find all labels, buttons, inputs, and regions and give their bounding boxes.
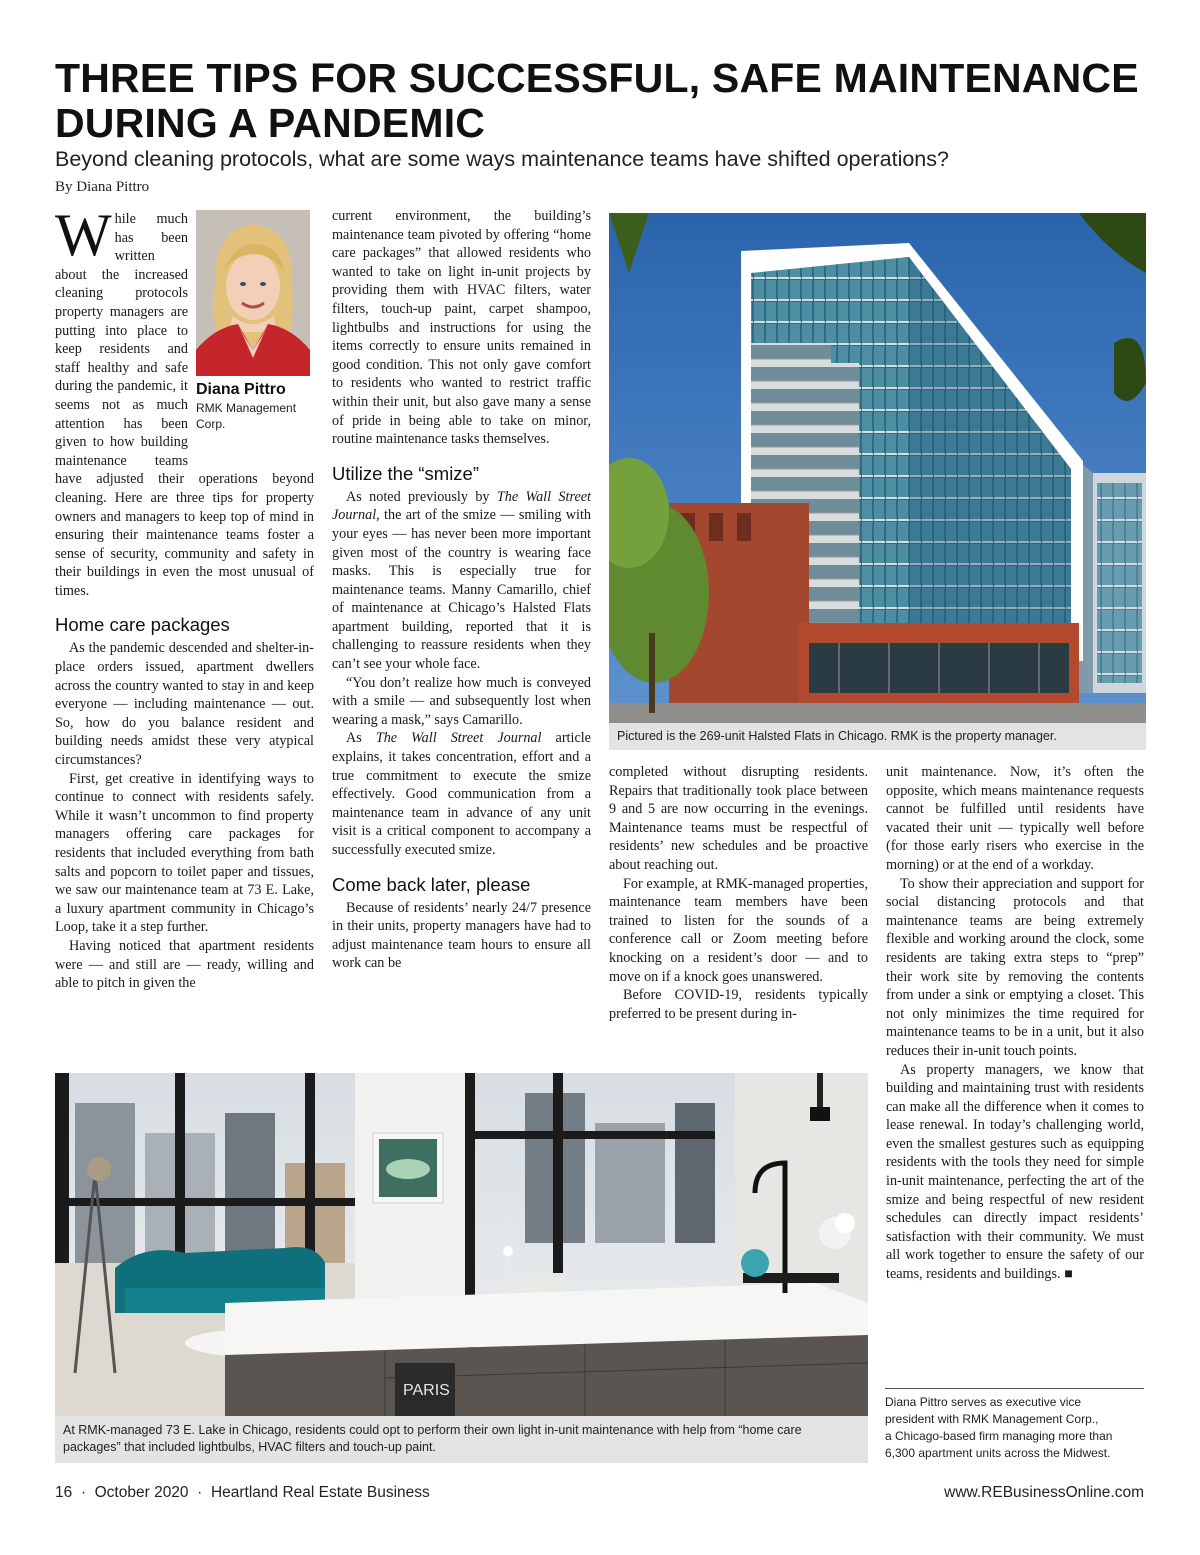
bio-line: president with RMK Management Corp., — [885, 1412, 1099, 1426]
drop-cap: W — [55, 202, 112, 268]
paragraph: Because of residents’ nearly 24/7 presence in their units, property managers have had to adjust maintenance team hours to ensure all work can be — [332, 899, 591, 972]
paragraph: As property managers, we know that building and maintaining trust with residents can make all the difference when it comes to lease renewal. In today’s challenging world, even the smallest gestures such as equipping residents with the tools they need for simple in-unit maintenance, perfecting the art of the smize and being respectful of new resident schedules can directly impact residents’ satisfaction with their community. We must all work together to ensure the safety of our teams, residents and buildings. ■ — [886, 1061, 1144, 1283]
paragraph: “You don’t realize how much is conveyed with a smile — and subsequently lost when wearing a mask,” says Camarillo. — [332, 674, 591, 728]
paragraph: For example, at RMK-managed properties, maintenance team members have been trained to listen for the sounds of a conference call or Zoom meeting before knocking on a resident’s door — and to move on if a knock goes unanswered. — [609, 875, 868, 985]
author-org: RMK Management Corp. — [196, 401, 297, 431]
bio-line: Diana Pittro serves as executive vice — [885, 1395, 1082, 1409]
paragraph: As noted previously by The Wall Street Journal, the art of the smize — smiling with your eyes — has never been more important given most of the country is wearing face masks. This is especially true for maintenance teams. Manny Camarillo, chief of maintenance at Chicago’s Halsted Flats apartment building, reported that it is challenging to reassure residents when they can’t see your whole face. — [332, 488, 591, 673]
paragraph: First, get creative in identifying ways to continue to connect with residents safely. While it wasn’t uncommon to find property managers offering care packages for residents that included everything from bath salts and popcorn to toilet paper and tissues, we saw our maintenance team at 73 E. Lake, a luxury apartment community in Chicago’s Loop, take it a step further. — [55, 770, 314, 936]
building-photo-caption: Pictured is the 269-unit Halsted Flats in Chicago. RMK is the property manager. — [609, 723, 1146, 750]
author-name: Diana Pittro — [196, 381, 286, 398]
column-3 — [609, 763, 868, 1023]
building-photo — [609, 213, 1146, 723]
bio-divider — [885, 1388, 1144, 1389]
column-1 — [55, 202, 314, 993]
paris-box-text: PARIS — [403, 1382, 450, 1399]
article-subhead: Beyond cleaning protocols, what are some ways maintenance teams have shifted operations? — [55, 147, 949, 171]
intro-paragraph: hile much has been written about the increased cleaning protocols property managers are putting into place to keep residents and staff healthy and safe during the pandemic, it seems not as much attention has been given to how building maintenance teams have adjusted their operations beyond cleaning. Here are three tips for property owners and managers to keep top of mind in ensuring their maintenance teams foster a sense of security, community and safety in their buildings in even the most unusual of times. — [55, 211, 314, 599]
article-headline: THREE TIPS FOR SUCCESSFUL, SAFE MAINTENANCE DURING A PANDEMIC — [55, 55, 1139, 146]
interior-photo-caption: At RMK-managed 73 E. Lake in Chicago, residents could opt to perform their own light in-unit maintenance with help from “home care packages” that included lightbulbs, HVAC filters and touch-up paint. — [55, 1416, 868, 1463]
subhead-home-care-packages: Home care packages — [55, 614, 230, 636]
paragraph: To show their appreciation and support for social distancing protocols and that maintenance teams are being extremely flexible and working around the clock, some residents are taking extra steps to “prep” their work site by removing the contents from under a sink or emptying a closet. This not only minimizes the time required for maintenance teams to be in a unit, but it also reduces their in-unit touch points. — [886, 875, 1144, 1059]
paragraph: As the pandemic descended and shelter-in-place orders issued, apartment dwellers across the country wanted to stay in and keep everyone — including maintenance — out. So, how do you balance resident and building needs amidst these very atypical circumstances? — [55, 640, 314, 769]
author-bio — [885, 1394, 1144, 1462]
publication-name: The Wall Street Journal — [375, 730, 542, 747]
paragraph: unit maintenance. Now, it’s often the opposite, which means maintenance requests cannot be fulfilled until residents have vacated their unit — typically well before (for those early risers who exercise in the morning) or at the end of a workday. — [886, 764, 1144, 873]
column-2 — [332, 207, 591, 973]
paragraph: Before COVID-19, residents typically preferred to be present during in- — [609, 987, 868, 1022]
subhead-come-back-later: Come back later, please — [332, 873, 531, 895]
bio-line: a Chicago-based firm managing more than — [885, 1429, 1113, 1443]
byline: By Diana Pittro — [55, 179, 150, 195]
footer-folio: 16 · October 2020 · Heartland Real Estate Business — [55, 1484, 430, 1501]
end-mark: ■ — [1064, 1266, 1073, 1283]
author-box — [196, 210, 314, 456]
paragraph: Having noticed that apartment residents were — and still are — ready, willing and able to pitch in given the — [55, 937, 314, 992]
paragraph: As The Wall Street Journal article explains, it takes concentration, effort and a true commitment to execute the smize effectively. Good communication from a maintenance team in advance of any unit visit is a critical component to accompany a successfully executed smize. — [332, 730, 591, 858]
paragraph: current environment, the building’s maintenance team pivoted by offering “home care packages” that allowed residents who wanted to take on light in-unit projects by providing them with HVAC filters, water filters, touch-up paint, carpet shampoo, lightbulbs and instructions for using the items correctly to ensure units remained in good condition. This not only gave comfort to residents who wanted to restrict traffic within their unit, but also gave many a sense of pride in being able to take on minor, routine maintenance tasks themselves. — [332, 208, 591, 448]
bio-line: 6,300 apartment units across the Midwest. — [885, 1446, 1111, 1460]
subhead-utilize-the-smize: Utilize the “smize” — [332, 462, 479, 484]
paragraph: completed without disrupting residents. Repairs that traditionally took place between 9 and 5 are now occurring in the evenings. Maintenance teams must be respectful of residents’ new schedules and be proactive about reaching out. — [609, 764, 868, 873]
interior-photo — [55, 1073, 868, 1416]
author-headshot — [196, 210, 310, 376]
column-4 — [886, 763, 1144, 1284]
footer-website: www.REBusinessOnline.com — [944, 1484, 1144, 1501]
publication-name: The Wall Street Journal — [332, 488, 591, 524]
